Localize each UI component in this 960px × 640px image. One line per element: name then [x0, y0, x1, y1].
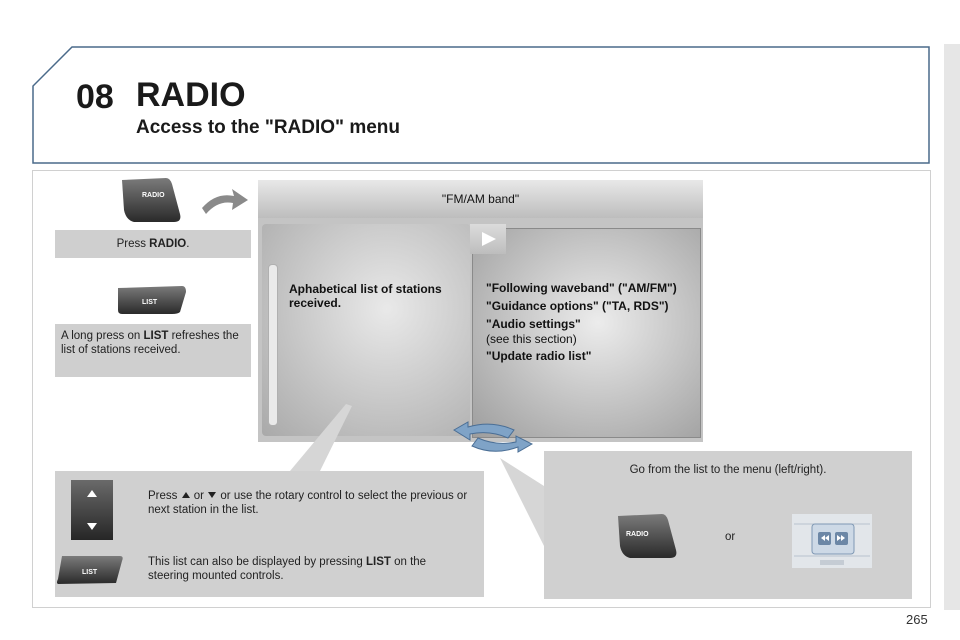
chapter-number: 08 [76, 78, 114, 116]
radio-key-label-2: RADIO [626, 531, 649, 538]
list-steering-button-illustration [56, 553, 126, 587]
caret-up-icon [181, 491, 191, 499]
select-station-caption: Press or or use the rotary control to select the previous or next station in the list. [148, 490, 468, 516]
page-subtitle: Access to the "RADIO" menu [136, 117, 401, 138]
menu-item-guidance[interactable]: "Guidance options" ("TA, RDS") [486, 299, 669, 313]
or-label: or [725, 531, 736, 543]
page-title: RADIO [136, 76, 246, 114]
screen-header: "FM/AM band" [258, 180, 703, 218]
menu-item-waveband[interactable]: "Following waveband" ("AM/FM") [486, 281, 677, 295]
press-radio-caption: Press RADIO. [116, 238, 190, 250]
steering-controls-illustration [790, 510, 874, 572]
menu-item-update[interactable]: "Update radio list" [486, 349, 592, 363]
list-steering-key-label: LIST [82, 569, 98, 576]
scrollbar[interactable] [268, 264, 278, 426]
play-icon [480, 231, 498, 247]
long-press-caption: A long press on LIST refreshes the list of stations received. [61, 330, 239, 356]
radio-button-illustration-2 [614, 510, 678, 560]
menu-list [486, 281, 701, 364]
up-down-arrows-icon [71, 480, 113, 540]
caret-down-icon [207, 491, 217, 499]
list-to-menu-caption: Go from the list to the menu (left/right). [629, 464, 827, 476]
page-number: 265 [906, 612, 928, 627]
side-tab-strip [944, 44, 960, 610]
station-list-text: Aphabetical list of stations received. [289, 282, 442, 310]
menu-item-audio-note: (see this section) [486, 332, 577, 346]
radio-key-label: RADIO [142, 192, 165, 199]
arrow-right-icon [200, 186, 250, 216]
steering-list-caption: This list can also be displayed by pressing LIST on the steering mounted controls. [148, 556, 427, 582]
list-button-illustration [116, 284, 188, 316]
swap-arrows-icon [448, 418, 538, 458]
callout-pointer-right [498, 456, 548, 556]
list-key-label: LIST [142, 299, 158, 306]
menu-item-audio[interactable]: "Audio settings" [486, 317, 581, 331]
radio-button-illustration [118, 174, 182, 224]
callout-pointer-left [290, 400, 360, 475]
